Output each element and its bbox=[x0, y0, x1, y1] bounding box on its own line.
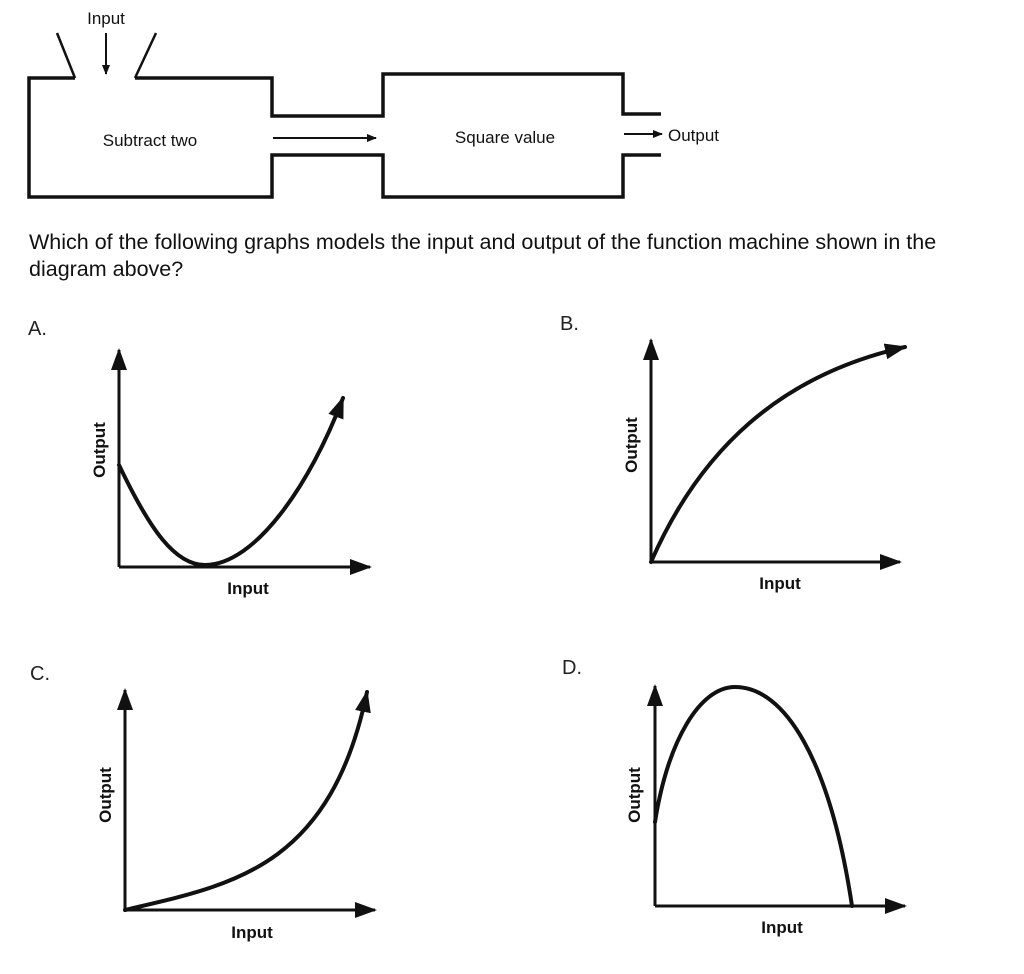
option-a-ylabel: Output bbox=[90, 422, 109, 478]
option-d-ylabel: Output bbox=[625, 767, 644, 823]
output-label: Output bbox=[668, 126, 720, 145]
option-a-letter: A. bbox=[28, 318, 47, 340]
option-d-letter: D. bbox=[562, 657, 582, 679]
option-c[interactable] bbox=[30, 663, 375, 942]
option-c-letter: C. bbox=[30, 663, 50, 685]
input-label: Input bbox=[87, 9, 125, 28]
option-a[interactable] bbox=[28, 318, 370, 598]
option-a-xlabel: Input bbox=[227, 579, 269, 598]
option-d-curve bbox=[655, 687, 852, 906]
stage1-label: Subtract two bbox=[102, 131, 198, 150]
question-text: Which of the following graphs models the input and output of the function machine shown in the diagram above? bbox=[29, 230, 937, 281]
option-c-curve bbox=[125, 692, 367, 910]
option-b[interactable] bbox=[560, 313, 905, 593]
option-d-xlabel: Input bbox=[761, 918, 803, 937]
option-b-xlabel: Input bbox=[759, 574, 801, 593]
option-a-curve bbox=[119, 398, 343, 565]
machine-upper-outline bbox=[135, 74, 661, 116]
machine-diagram bbox=[29, 9, 719, 197]
stage2-label: Square value bbox=[454, 128, 556, 147]
option-c-ylabel: Output bbox=[96, 767, 115, 823]
option-b-curve bbox=[651, 347, 905, 562]
hopper-right-wall bbox=[135, 33, 156, 78]
option-b-ylabel: Output bbox=[622, 417, 641, 473]
option-c-xlabel: Input bbox=[231, 923, 273, 942]
option-b-letter: B. bbox=[560, 313, 579, 335]
option-d[interactable] bbox=[562, 657, 905, 937]
hopper-left-wall bbox=[57, 33, 75, 78]
